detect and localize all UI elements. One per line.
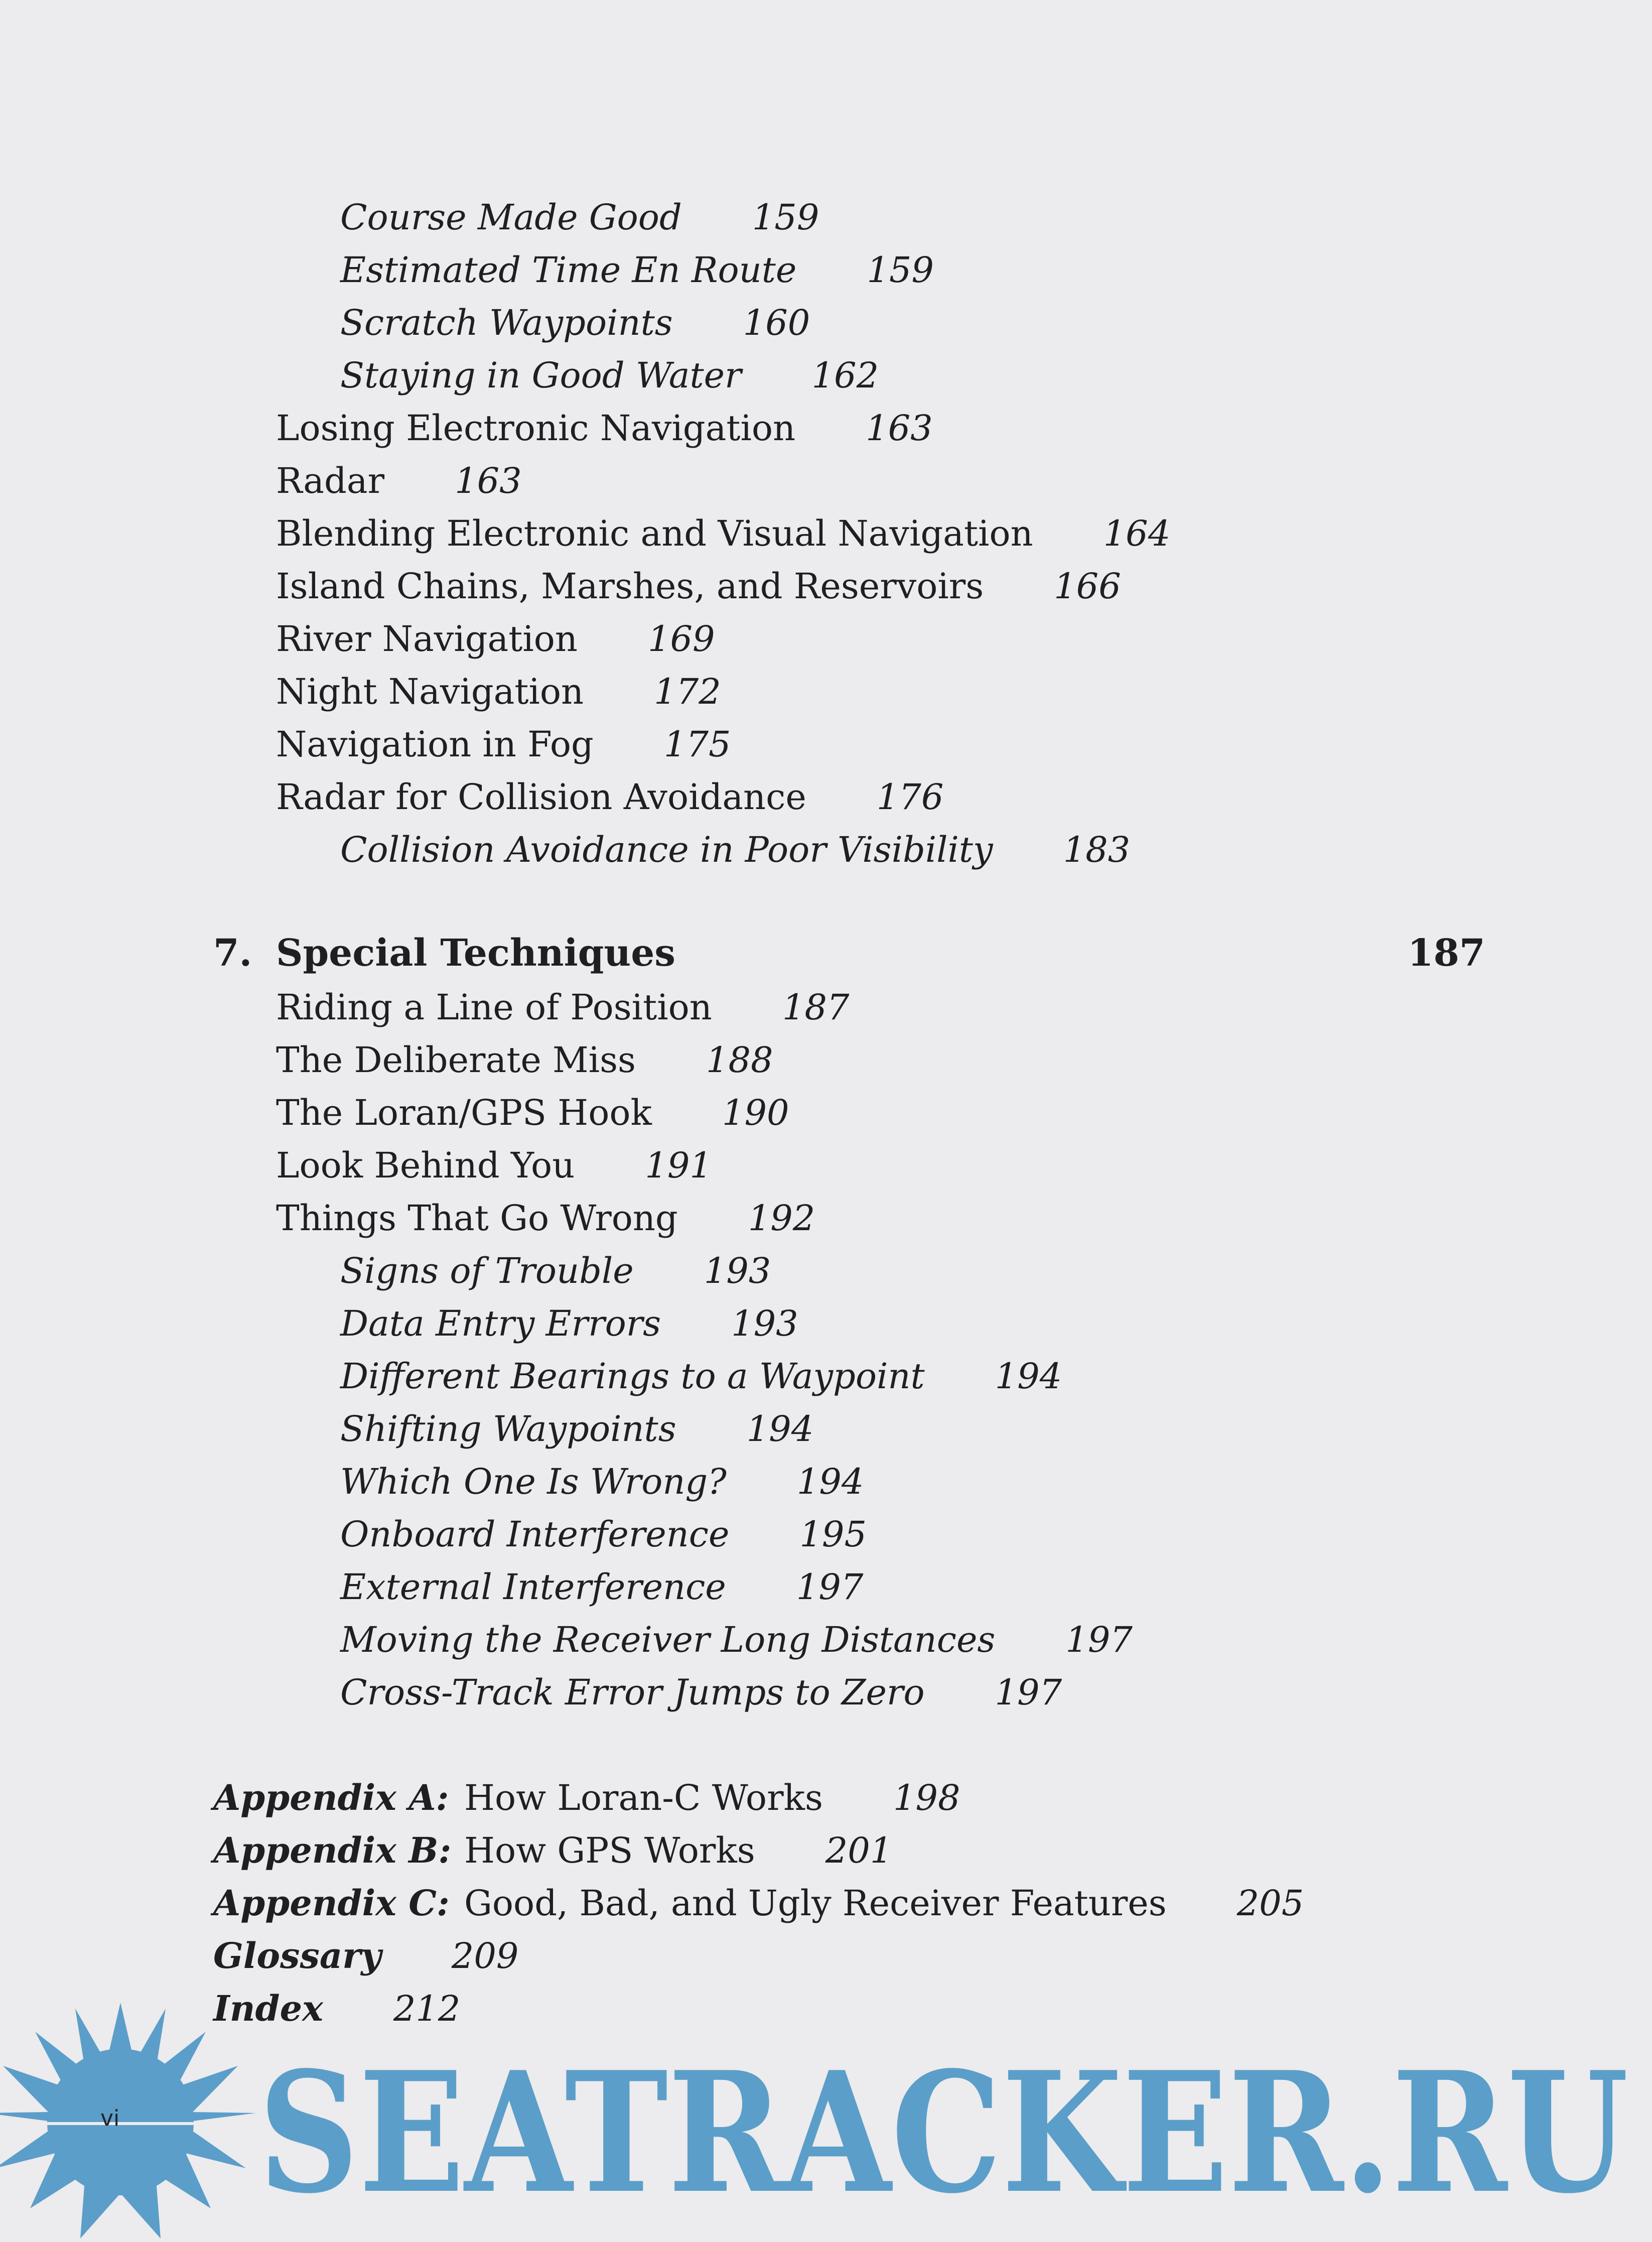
appendix-title: How Loran-C Works (464, 1777, 823, 1818)
toc-entry-title: Island Chains, Marshes, and Reservoirs (276, 566, 984, 607)
appendix-page: 201 (825, 1830, 893, 1871)
toc-entry-page: 191 (645, 1145, 712, 1186)
toc-entry-title: Data Entry Errors (340, 1303, 661, 1344)
toc-entry-page: 169 (647, 618, 715, 660)
toc-entry (340, 1250, 771, 1291)
toc-entry-title: Which One Is Wrong? (340, 1461, 727, 1502)
toc-entry-page: 190 (722, 1092, 789, 1133)
toc-entry-page: 194 (995, 1356, 1062, 1397)
toc-entry-title: Collision Avoidance in Poor Visibility (340, 829, 993, 870)
toc-entry-page: 175 (663, 724, 731, 765)
index-page: 212 (393, 1988, 461, 2029)
toc-entry-title: Radar for Collision Avoidance (276, 776, 806, 818)
chapter-heading (213, 932, 675, 975)
toc-entry-title: The Deliberate Miss (276, 1039, 636, 1081)
index-label: Index (213, 1988, 323, 2029)
appendix-entry (213, 1829, 893, 1871)
toc-entry-page: 162 (811, 355, 879, 396)
toc-entry (340, 829, 1131, 870)
toc-entry (340, 197, 819, 238)
toc-entry-page: 183 (1063, 829, 1131, 870)
sun-logo-icon (0, 2003, 256, 2238)
toc-entry-page: 163 (455, 460, 522, 501)
toc-entry-page: 193 (731, 1303, 798, 1344)
toc-entry-title: Course Made Good (340, 197, 682, 238)
toc-entry (340, 1303, 798, 1344)
toc-entry (276, 513, 1171, 554)
toc-entry-title: The Loran/GPS Hook (276, 1092, 652, 1133)
toc-entry-title: Cross-Track Error Jumps to Zero (340, 1672, 925, 1713)
glossary-page: 209 (451, 1935, 519, 1976)
toc-entry (276, 1145, 712, 1186)
watermark-text: SEATRACKER.RU (258, 2035, 1628, 2230)
appendix-label: Appendix C: (213, 1882, 450, 1924)
toc-entry (276, 1039, 773, 1081)
toc-entry-page: 164 (1103, 513, 1171, 554)
toc-entry-title: Look Behind You (276, 1145, 575, 1186)
toc-entry (276, 1092, 789, 1133)
page-number: vi (100, 2105, 120, 2131)
toc-entry-title: Things That Go Wrong (276, 1198, 678, 1239)
toc-entry-title: Riding a Line of Position (276, 987, 712, 1028)
toc-entry-page: 193 (704, 1250, 771, 1291)
toc-entry-page: 166 (1054, 566, 1121, 607)
toc-entry-title: Staying in Good Water (340, 355, 742, 396)
toc-entry (276, 408, 933, 449)
toc-entry-title: Losing Electronic Navigation (276, 408, 796, 449)
toc-entry-page: 197 (1065, 1619, 1133, 1660)
toc-entry-title: Scratch Waypoints (340, 302, 673, 343)
toc-entry-title: Moving the Receiver Long Distances (340, 1619, 996, 1660)
toc-entry-page: 187 (782, 987, 850, 1028)
watermark-logo (0, 2003, 1652, 2242)
toc-entry-page: 163 (866, 408, 933, 449)
appendix-label: Appendix A: (213, 1777, 449, 1818)
toc-entry (276, 776, 944, 818)
appendix-title: How GPS Works (464, 1830, 755, 1871)
toc-entry-title: Radar (276, 460, 385, 501)
toc-entry-title: Onboard Interference (340, 1514, 730, 1555)
toc-entry (276, 566, 1121, 607)
toc-entry-title: Shifting Waypoints (340, 1408, 676, 1449)
toc-entry (340, 302, 810, 343)
toc-entry (276, 1198, 815, 1239)
toc-entry-page: 194 (796, 1461, 864, 1502)
appendix-page: 198 (893, 1777, 960, 1818)
toc-entry-page: 194 (746, 1408, 814, 1449)
glossary-entry (213, 1935, 519, 1976)
toc-entry-page: 192 (748, 1198, 815, 1239)
chapter-number: 7. (213, 932, 252, 975)
toc-entry-page: 159 (752, 197, 819, 238)
toc-entry (276, 460, 522, 501)
toc-entry (340, 1566, 864, 1608)
toc-entry-page: 172 (654, 671, 721, 712)
toc-entry (340, 1672, 1062, 1713)
appendix-entry (213, 1777, 960, 1818)
appendix-page: 205 (1236, 1883, 1304, 1924)
toc-entry (276, 618, 715, 660)
toc-entry-page: 197 (995, 1672, 1062, 1713)
toc-entry-title: Different Bearings to a Waypoint (340, 1356, 925, 1397)
toc-entry (340, 355, 879, 396)
chapter-title: Special Techniques (276, 932, 675, 975)
toc-entry-page: 188 (706, 1039, 773, 1081)
toc-entry (340, 1356, 1062, 1397)
toc-entry-title: Blending Electronic and Visual Navigation (276, 513, 1033, 554)
toc-entry (276, 671, 721, 712)
toc-entry-page: 195 (799, 1514, 867, 1555)
toc-entry-title: External Interference (340, 1566, 726, 1608)
toc-entry (276, 987, 850, 1028)
toc-entry (340, 1408, 814, 1449)
appendix-title: Good, Bad, and Ugly Receiver Features (464, 1883, 1167, 1924)
toc-entry-title: Estimated Time En Route (340, 249, 797, 291)
toc-entry-page: 160 (743, 302, 810, 343)
toc-entry-page: 197 (796, 1566, 864, 1608)
toc-entry-title: River Navigation (276, 618, 578, 660)
glossary-label: Glossary (213, 1935, 381, 1976)
appendix-entry (213, 1882, 1304, 1924)
toc-entry-title: Signs of Trouble (340, 1250, 634, 1291)
toc-entry-page: 159 (867, 249, 934, 291)
chapter-page: 187 (1408, 932, 1485, 975)
toc-entry (340, 1461, 864, 1502)
toc-entry (340, 1514, 867, 1555)
toc-entry (340, 249, 934, 291)
toc-entry-page: 176 (876, 776, 944, 818)
toc-entry-title: Navigation in Fog (276, 724, 594, 765)
toc-entry-title: Night Navigation (276, 671, 584, 712)
toc-entry (276, 724, 731, 765)
toc-entry (340, 1619, 1133, 1660)
appendix-label: Appendix B: (213, 1829, 452, 1871)
